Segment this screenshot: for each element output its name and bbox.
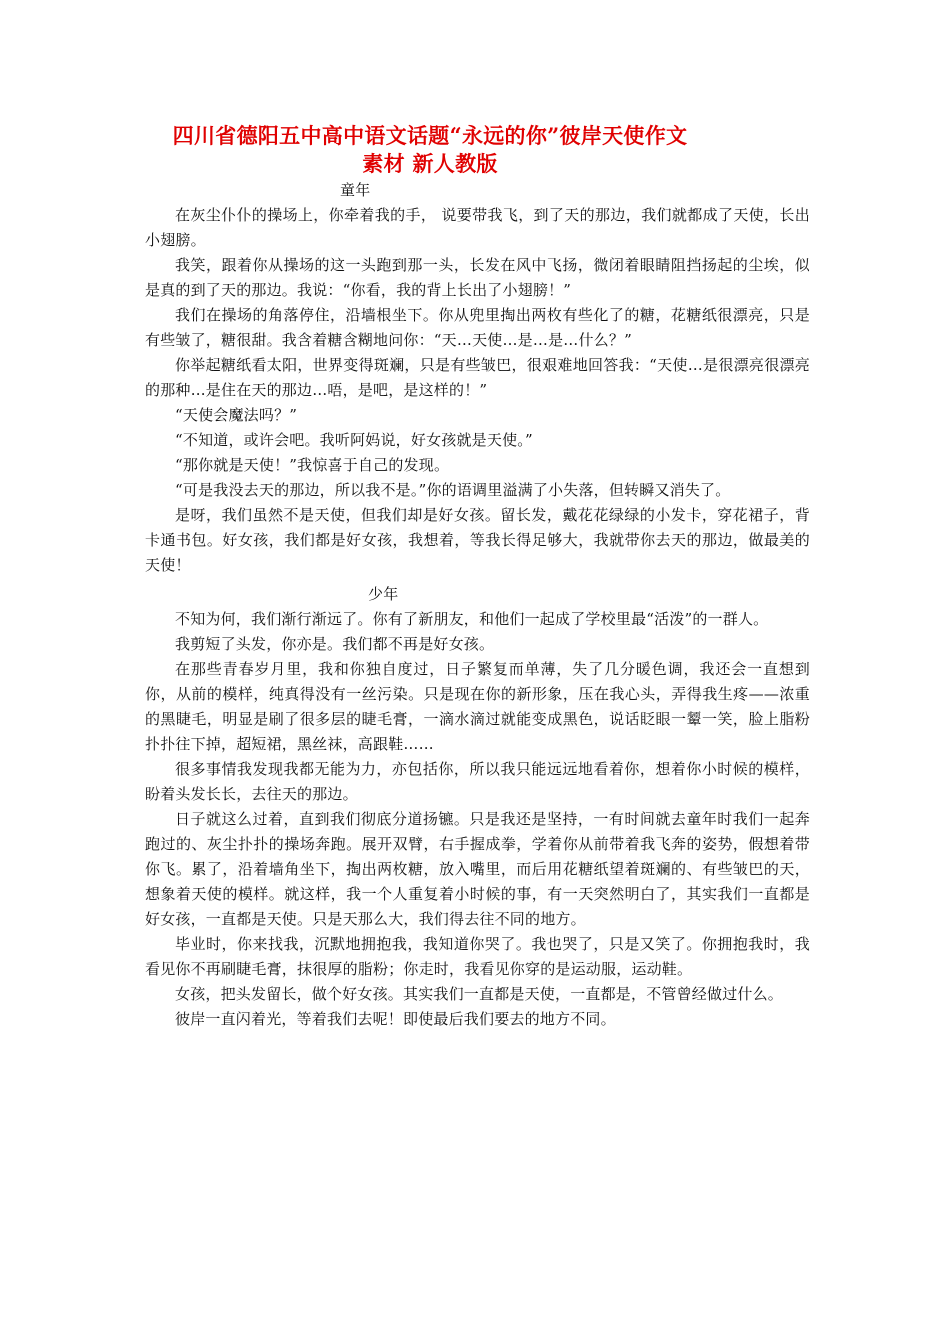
- paragraph: 你举起糖纸看太阳，世界变得斑斓，只是有些皱巴，很艰难地回答我：“天使…是很漂亮很漂亮的那种…是住在天的那边…唔，是吧，是这样的！”: [145, 356, 810, 399]
- paragraph: 我们在操场的角落停住，沿墙根坐下。你从兜里掏出两枚有些化了的糖，花糖纸很漂亮，只是有些皱了，糖很甜。我含着糖含糊地问你：“天…天使…是…是…什么？”: [145, 306, 810, 349]
- paragraph: 日子就这么过着，直到我们彻底分道扬镳。只是我还是坚持，一有时间就去童年时我们一起奔跑过的、灰尘扑扑的操场奔跑。展开双臂，右手握成拳，学着你从前带着我飞奔的姿势，假想着带你飞。累了，沿着墙角坐下，掏出两枚糖，放入嘴里，而后用花糖纸望着斑斓的、有些皱巴的天，想象着天使的模样。就这样，我一个人重复着小时候的事，有一天突然明白了，其实我们一直都是好女孩，一直都是天使。只是天那么大，我们得去往不同的地方。: [145, 810, 810, 928]
- paragraph: 是呀，我们虽然不是天使，但我们却是好女孩。留长发，戴花花绿绿的小发卡，穿花裙子，背卡通书包。好女孩，我们都是好女孩，我想着，等我长得足够大，我就带你去天的那边，做最美的天使！: [145, 506, 810, 574]
- paragraph: 不知为何，我们渐行渐远了。你有了新朋友，和他们一起成了学校里最“活泼”的一群人。: [175, 610, 769, 628]
- paragraph: “不知道，或许会吧。我听阿妈说，好女孩就是天使。”: [175, 431, 533, 449]
- section-heading-youth: 少年: [368, 585, 399, 603]
- paragraph: 彼岸一直闪着光，等着我们去呢！即使最后我们要去的地方不同。: [175, 1010, 616, 1028]
- paragraph: 毕业时，你来找我，沉默地拥抱我，我知道你哭了。我也哭了，只是又笑了。你拥抱我时，我看见你不再刷睫毛膏，抹很厚的脂粉；你走时，我看见你穿的是运动服，运动鞋。: [145, 935, 810, 978]
- paragraph: “可是我没去天的那边，所以我不是。”你的语调里溢满了小失落，但转瞬又消失了。: [175, 481, 731, 499]
- paragraph: “那你就是天使！”我惊喜于自己的发现。: [175, 456, 450, 474]
- section-heading-childhood: 童年: [340, 181, 371, 199]
- paragraph: 在那些青春岁月里，我和你独自度过，日子繁复而单薄，失了几分暖色调，我还会一直想到你，从前的模样，纯真得没有一丝污染。只是现在你的新形象，压在我心头，弄得我生疼——浓重的黑睫毛，明显是刷了很多层的睫毛膏，一滴水滴过就能变成黑色，说话眨眼一颦一笑，脸上脂粉扑扑往下掉，超短裙，黑丝袜，高跟鞋……: [145, 660, 810, 753]
- document-title: [120, 122, 740, 178]
- paragraph: 在灰尘仆仆的操场上，你牵着我的手， 说要带我飞，到了天的那边，我们就都成了天使，长出小翅膀。: [145, 206, 810, 249]
- paragraph: “天使会魔法吗？”: [175, 406, 298, 424]
- title-line-2: 素材 新人教版: [362, 151, 498, 176]
- paragraph: 我笑，跟着你从操场的这一头跑到那一头，长发在风中飞扬，微闭着眼睛阻挡扬起的尘埃，似是真的到了天的那边。我说：“你看，我的背上长出了小翅膀！”: [145, 256, 810, 299]
- paragraph: 很多事情我发现我都无能为力，亦包括你，所以我只能远远地看着你，想着你小时候的模样，盼着头发长长，去往天的那边。: [145, 760, 810, 803]
- title-line-1: 四川省德阳五中高中语文话题“永远的你”彼岸天使作文: [172, 123, 688, 148]
- article-body: [145, 178, 810, 1032]
- paragraph: 我剪短了头发，你亦是。我们都不再是好女孩。: [175, 635, 495, 653]
- paragraph: 女孩，把头发留长，做个好女孩。其实我们一直都是天使，一直都是，不管曾经做过什么。: [175, 985, 784, 1003]
